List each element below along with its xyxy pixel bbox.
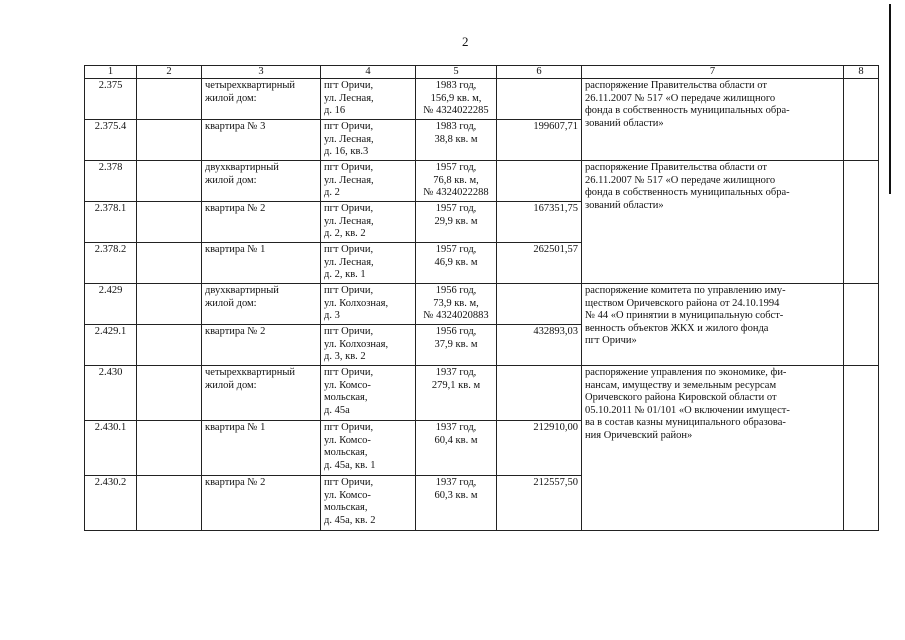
- cost-value: 212910,00: [497, 421, 582, 476]
- basis-document: распоряжение Правительства области от 26.11.2007 № 517 «О передаче жилищного фонда в собственность муниципальных обра- зований области»: [582, 161, 844, 284]
- object-address: пгт Оричи, ул. Лесная, д. 16: [321, 79, 416, 120]
- object-name: двухквартирный жилой дом:: [202, 161, 321, 202]
- object-address: пгт Оричи, ул. Лесная, д. 2, кв. 2: [321, 202, 416, 243]
- column-header: 5: [416, 66, 497, 79]
- empty-cell: [844, 161, 879, 284]
- row-number: 2.378: [85, 161, 137, 202]
- empty-cell: [137, 243, 202, 284]
- page-number: 2: [462, 34, 469, 49]
- year-area: 1937 год, 60,3 кв. м: [416, 476, 497, 531]
- empty-cell: [137, 284, 202, 325]
- cost-value: 199607,71: [497, 120, 582, 161]
- column-header: 1: [85, 66, 137, 79]
- empty-cell: [137, 79, 202, 120]
- object-name: квартира № 2: [202, 202, 321, 243]
- row-number: 2.375.4: [85, 120, 137, 161]
- object-address: пгт Оричи, ул. Комсо- мольская, д. 45а: [321, 366, 416, 421]
- empty-cell: [844, 366, 879, 531]
- row-number: 2.429.1: [85, 325, 137, 366]
- empty-cell: [844, 284, 879, 366]
- table-row: [85, 284, 879, 325]
- cost-value: 262501,57: [497, 243, 582, 284]
- empty-cell: [137, 476, 202, 531]
- year-area: 1983 год, 38,8 кв. м: [416, 120, 497, 161]
- year-area: 1956 год, 37,9 кв. м: [416, 325, 497, 366]
- basis-document: распоряжение комитета по управлению иму- ществом Оричевского района от 24.10.1994 № 44 «О принятии в муниципальную собст- венность объектов ЖКХ и жилого фонда пгт Оричи»: [582, 284, 844, 366]
- property-register-table: [84, 65, 879, 531]
- row-number: 2.430.2: [85, 476, 137, 531]
- empty-cell: [137, 325, 202, 366]
- cost-value: 212557,50: [497, 476, 582, 531]
- year-area: 1957 год, 46,9 кв. м: [416, 243, 497, 284]
- column-header: 6: [497, 66, 582, 79]
- column-header: 7: [582, 66, 844, 79]
- object-name: квартира № 1: [202, 243, 321, 284]
- column-header: 2: [137, 66, 202, 79]
- object-name: четырехквартирный жилой дом:: [202, 366, 321, 421]
- object-address: пгт Оричи, ул. Колхозная, д. 3: [321, 284, 416, 325]
- object-address: пгт Оричи, ул. Лесная, д. 2: [321, 161, 416, 202]
- cost-value: [497, 161, 582, 202]
- empty-cell: [137, 366, 202, 421]
- object-address: пгт Оричи, ул. Колхозная, д. 3, кв. 2: [321, 325, 416, 366]
- column-header: 4: [321, 66, 416, 79]
- object-name: четырехквартирный жилой дом:: [202, 79, 321, 120]
- column-header: 8: [844, 66, 879, 79]
- row-number: 2.430.1: [85, 421, 137, 476]
- cost-value: [497, 284, 582, 325]
- empty-cell: [844, 79, 879, 161]
- row-number: 2.375: [85, 79, 137, 120]
- row-number: 2.430: [85, 366, 137, 421]
- object-address: пгт Оричи, ул. Комсо- мольская, д. 45а, кв. 1: [321, 421, 416, 476]
- cost-value: [497, 79, 582, 120]
- empty-cell: [137, 161, 202, 202]
- year-area: 1983 год, 156,9 кв. м, № 4324022285: [416, 79, 497, 120]
- empty-cell: [137, 202, 202, 243]
- row-number: 2.378.1: [85, 202, 137, 243]
- empty-cell: [137, 421, 202, 476]
- empty-cell: [137, 120, 202, 161]
- cost-value: 432893,03: [497, 325, 582, 366]
- object-name: квартира № 3: [202, 120, 321, 161]
- column-header: 3: [202, 66, 321, 79]
- year-area: 1937 год, 279,1 кв. м: [416, 366, 497, 421]
- year-area: 1957 год, 29,9 кв. м: [416, 202, 497, 243]
- basis-document: распоряжение управления по экономике, фи- нансам, имуществу и земельным ресурсам Оричевского района Кировской области от 05.10.2011 № 01/101 «О включении имущест- ва в состав казны муниципального образова- ния Оричевский район»: [582, 366, 844, 531]
- row-number: 2.378.2: [85, 243, 137, 284]
- year-area: 1957 год, 76,8 кв. м, № 4324022288: [416, 161, 497, 202]
- basis-document: распоряжение Правительства области от 26.11.2007 № 517 «О передаче жилищного фонда в собственность муниципальных обра- зований области»: [582, 79, 844, 161]
- column-number-header-row: [85, 66, 879, 79]
- table-row: [85, 366, 879, 421]
- object-address: пгт Оричи, ул. Комсо- мольская, д. 45а, кв. 2: [321, 476, 416, 531]
- cost-value: [497, 366, 582, 421]
- table-row: [85, 79, 879, 120]
- object-name: квартира № 2: [202, 476, 321, 531]
- object-address: пгт Оричи, ул. Лесная, д. 16, кв.3: [321, 120, 416, 161]
- row-number: 2.429: [85, 284, 137, 325]
- cost-value: 167351,75: [497, 202, 582, 243]
- object-name: квартира № 1: [202, 421, 321, 476]
- object-address: пгт Оричи, ул. Лесная, д. 2, кв. 1: [321, 243, 416, 284]
- year-area: 1956 год, 73,9 кв. м, № 4324020883: [416, 284, 497, 325]
- object-name: квартира № 2: [202, 325, 321, 366]
- year-area: 1937 год, 60,4 кв. м: [416, 421, 497, 476]
- object-name: двухквартирный жилой дом:: [202, 284, 321, 325]
- scan-edge-line: [889, 4, 891, 194]
- table-row: [85, 161, 879, 202]
